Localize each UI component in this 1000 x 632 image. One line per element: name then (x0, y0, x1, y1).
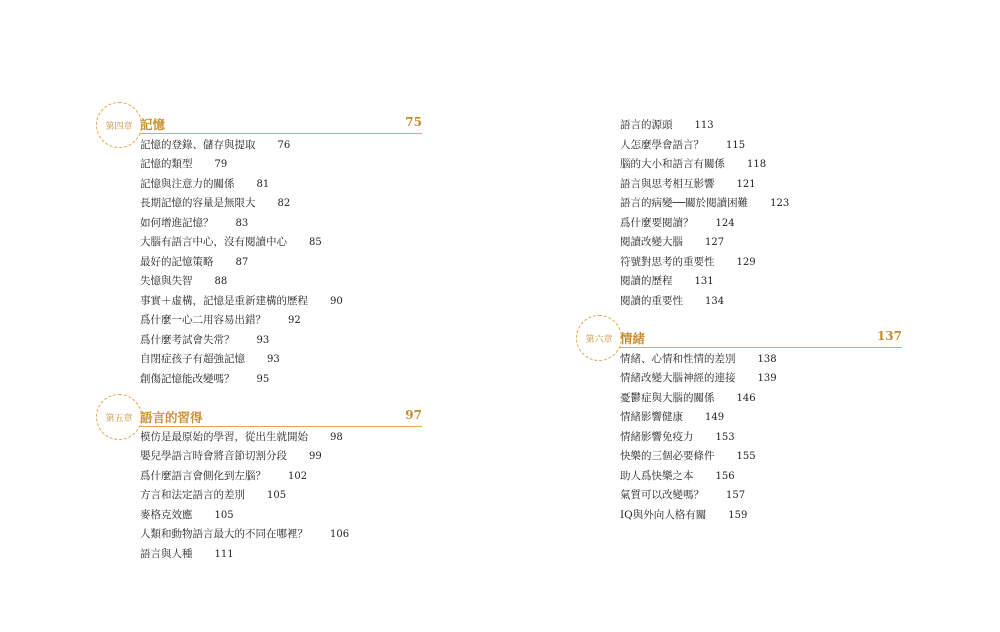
toc-entry (620, 117, 714, 136)
toc-entry (140, 526, 349, 545)
toc-entry (620, 137, 745, 156)
toc-entry (620, 293, 724, 312)
chapter-title: 記憶 (140, 117, 166, 132)
entry-page: 82 (277, 198, 291, 209)
toc-entry (620, 254, 756, 273)
entry-page: 121 (736, 179, 756, 190)
entry-title: 最好的記憶策略 (140, 256, 214, 268)
chapter-title: 情緒 (620, 331, 646, 346)
entry-title: 語言與人種 (140, 548, 193, 560)
entry-page: 76 (277, 140, 291, 151)
entry-page: 123 (770, 198, 790, 209)
entry-page: 115 (726, 140, 746, 151)
entry-title: 情緒影響免疫力 (620, 431, 694, 443)
entry-title: IQ與外向人格有關 (620, 509, 707, 521)
toc-entry (620, 351, 777, 370)
toc-entry (620, 370, 777, 389)
toc-entry (620, 156, 766, 175)
entry-title: 記憶與注意力的關係 (140, 178, 235, 190)
entry-page: 159 (728, 510, 748, 521)
entry-page: 113 (694, 120, 714, 131)
chapter-badge: 第四章 (96, 102, 142, 148)
entry-page: 129 (736, 257, 756, 268)
entry-title: 大腦有語言中心，沒有閱讀中心 (140, 236, 287, 248)
entry-title: 自閉症孩子有超強記憶 (140, 353, 245, 365)
entry-title: 語言的源頭 (620, 119, 673, 131)
entry-page: 139 (757, 373, 777, 384)
chapter-badge: 第五章 (96, 394, 142, 440)
toc-entry (620, 448, 756, 467)
toc-entry (140, 351, 280, 370)
entry-page: 155 (736, 451, 756, 462)
entry-page: 157 (726, 490, 746, 501)
entry-title: 腦的大小和語言有關係 (620, 158, 725, 170)
entry-title: 記憶的登錄、儲存與提取 (140, 139, 256, 151)
entry-title: 氣質可以改變嗎？ (620, 489, 704, 501)
toc-entry (140, 293, 343, 312)
entry-page: 105 (214, 510, 234, 521)
toc-entry (620, 176, 756, 195)
entry-title: 事實＋虛構，記憶是重新建構的歷程 (140, 295, 308, 307)
entry-title: 方言和法定語言的差別 (140, 489, 245, 501)
entry-title: 情緒、心情和性情的差別 (620, 353, 736, 365)
entry-page: 93 (267, 354, 280, 365)
toc-entry (140, 546, 234, 565)
entry-page: 105 (267, 490, 287, 501)
toc-entry (140, 371, 269, 390)
toc-entry (140, 273, 227, 292)
toc-entry (140, 137, 290, 156)
entry-title: 閱讀的重要性 (620, 295, 683, 307)
chapter-badge: 第六章 (576, 315, 622, 361)
toc-entry (140, 448, 322, 467)
entry-title: 爲什麼一心二用容易出錯？ (140, 314, 266, 326)
entry-title: 記憶的類型 (140, 158, 193, 170)
chapter-heading (140, 408, 422, 427)
entry-title: 失憶與失智 (140, 275, 193, 287)
entry-page: 81 (256, 179, 270, 190)
toc-entry (620, 468, 735, 487)
entry-title: 語言的病變──關於閱讀困難 (620, 197, 749, 209)
toc-entry (620, 487, 745, 506)
entry-title: 符號對思考的重要性 (620, 256, 715, 268)
entry-title: 閱讀的歷程 (620, 275, 673, 287)
toc-entry (620, 215, 735, 234)
entry-page: 153 (715, 432, 735, 443)
entry-title: 快樂的三個必要條件 (620, 450, 715, 462)
toc-entry (140, 176, 269, 195)
toc-entry (140, 468, 307, 487)
chapter-page: 137 (876, 329, 902, 343)
entry-title: 嬰兒學語言時會將音節切割分段 (140, 450, 287, 462)
entry-page: 87 (235, 257, 249, 268)
entry-page: 93 (256, 335, 270, 346)
chapter-page: 75 (405, 115, 422, 129)
toc-entry (620, 390, 756, 409)
entry-page: 106 (330, 529, 350, 540)
toc-entry (140, 254, 248, 273)
toc-entry (140, 507, 234, 526)
entry-page: 138 (757, 354, 777, 365)
entry-title: 憂鬱症與大腦的關係 (620, 392, 715, 404)
toc-entry (140, 234, 322, 253)
toc-entry (140, 312, 301, 331)
toc-entry (140, 215, 248, 234)
entry-page: 79 (214, 159, 228, 170)
entry-title: 爲什麼考試會失常？ (140, 334, 235, 346)
toc-entry (140, 156, 227, 175)
toc-entry (140, 195, 290, 214)
chapter-heading (140, 115, 422, 134)
entry-title: 長期記憶的容量是無限大 (140, 197, 256, 209)
entry-title: 麥格克效應 (140, 509, 193, 521)
toc-entry (620, 195, 789, 214)
entry-page: 88 (214, 276, 228, 287)
chapter-page: 97 (405, 408, 422, 422)
entry-page: 127 (705, 237, 725, 248)
entry-page: 98 (330, 432, 343, 443)
entry-title: 如何增進記憶？ (140, 217, 214, 229)
entry-title: 爲什麼語言會側化到左腦？ (140, 470, 266, 482)
toc-entry (140, 332, 269, 351)
toc-entry (140, 487, 286, 506)
entry-page: 156 (715, 471, 735, 482)
entry-page: 149 (705, 412, 725, 423)
entry-page: 124 (715, 218, 735, 229)
entry-title: 情緒影響健康 (620, 411, 683, 423)
toc-entry (620, 507, 747, 526)
entry-page: 99 (309, 451, 322, 462)
toc-entry (620, 429, 735, 448)
toc-entry (620, 409, 724, 428)
entry-title: 爲什麼要閱讀？ (620, 217, 694, 229)
entry-title: 閱讀改變大腦 (620, 236, 683, 248)
entry-title: 創傷記憶能改變嗎？ (140, 373, 235, 385)
chapter-title: 語言的習得 (140, 410, 203, 425)
entry-page: 83 (235, 218, 249, 229)
entry-page: 102 (288, 471, 308, 482)
chapter-heading (620, 329, 902, 348)
entry-title: 模仿是最原始的學習，從出生就開始 (140, 431, 308, 443)
entry-page: 118 (747, 159, 767, 170)
entry-page: 134 (705, 296, 725, 307)
entry-title: 情緒改變大腦神經的連接 (620, 372, 736, 384)
entry-page: 85 (309, 237, 322, 248)
entry-title: 人怎麼學會語言？ (620, 139, 704, 151)
entry-page: 111 (214, 549, 234, 560)
entry-title: 助人爲快樂之本 (620, 470, 694, 482)
entry-page: 146 (736, 393, 756, 404)
entry-title: 人類和動物語言最大的不同在哪裡？ (140, 528, 308, 540)
entry-page: 90 (330, 296, 343, 307)
entry-page: 92 (288, 315, 301, 326)
entry-page: 131 (694, 276, 714, 287)
toc-entry (620, 234, 724, 253)
entry-title: 語言與思考相互影響 (620, 178, 715, 190)
toc-entry (620, 273, 714, 292)
entry-page: 95 (256, 374, 270, 385)
toc-entry (140, 429, 343, 448)
